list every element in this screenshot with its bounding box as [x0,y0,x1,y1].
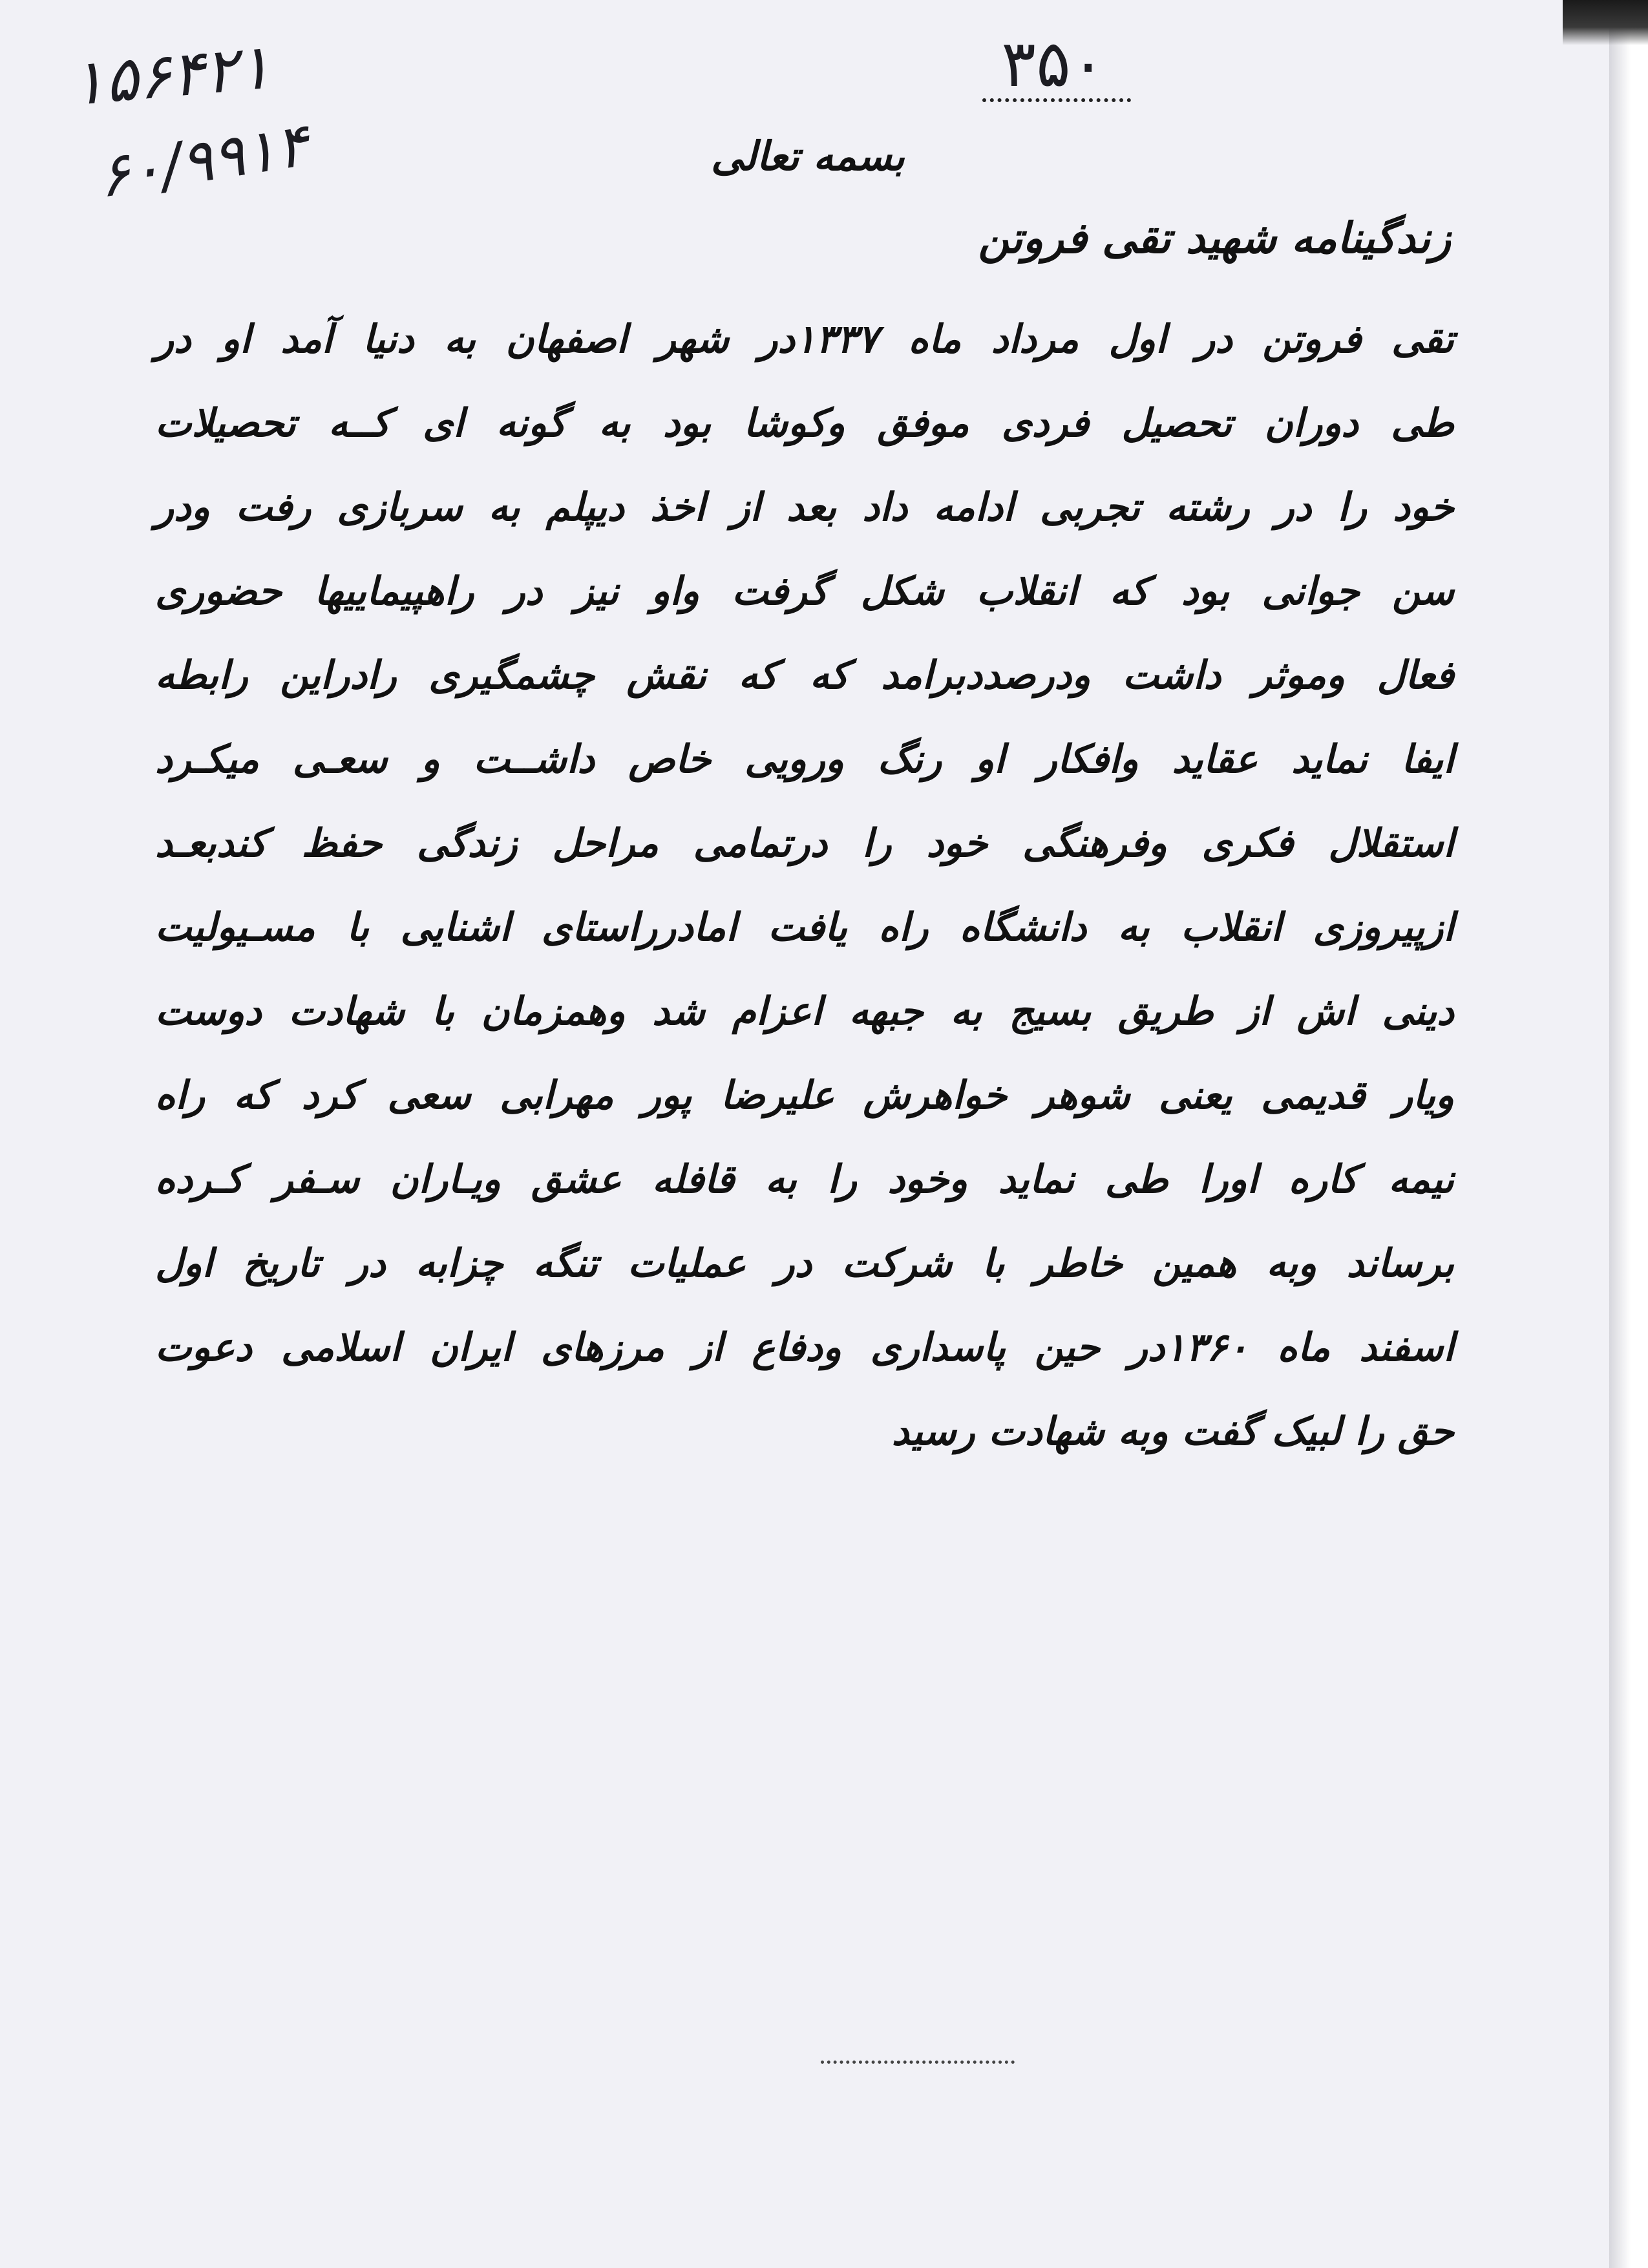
body-line: حق را لبیک گفت وبه شهادت رسید [891,1409,1454,1454]
page-number: ۳۵۰ [1001,26,1106,101]
body-line: اسفند ماه ۱۳۶۰در حین پاسداری ودفاع از مرزهای ایران اسلامی دعوت [155,1325,1454,1370]
body-line: ازپیروزی انقلاب به دانشگاه راه یافت امادرراستای اشنایی با مسـیولیت [155,905,1454,950]
page-number-underline [982,98,1131,102]
invocation-heading: بسمه تعالی [711,132,905,180]
scan-corner-mark [1563,0,1648,45]
body-line: تقی فروتن در اول مرداد ماه ۱۳۳۷در شهر اصفهان به دنیا آمد او در [155,317,1454,362]
body-line: نیمه کاره اورا طی نماید وخود را به قافله عشق ویـاران سـفر کـرده [155,1157,1454,1202]
body-line: فعال وموثر داشت ودرصددبرامد که که نقش چشمگیری رادراین رابطه [155,653,1454,698]
body-line: استقلال فکری وفرهنگی خود را درتمامی مراحل زندگی حفظ کندبعـد [155,821,1454,866]
body-line: ویار قدیمی یعنی شوهر خواهرش علیرضا پور مهرابی سعی کرد که راه [155,1073,1454,1118]
body-line: خود را در رشته تجربی ادامه داد بعد از اخذ دیپلم به سربازی رفت ودر [155,485,1454,530]
biography-text [155,297,1454,1474]
body-line: دینی اش از طریق بسیج به جبهه اعزام شد وهمزمان با شهادت دوست [155,989,1454,1034]
body-line: ایفا نماید عقاید وافکار او رنگ ورویی خاص داشــت و سعـی میکـرد [155,737,1454,782]
bottom-dotted-rule [821,2061,1015,2064]
body-line: طی دوران تحصیل فردی موفق وکوشا بود به گونه ای کــه تحصیلات [155,401,1454,446]
body-line: برساند وبه همین خاطر با شرکت در عملیات تنگه چزابه در تاریخ اول [155,1241,1454,1286]
scan-edge [1609,0,1648,2268]
document-title: زندگینامه شهید تقی فروتن [978,213,1451,263]
body-line: سن جوانی بود که انقلاب شکل گرفت واو نیز در راهپیماییها حضوری [155,569,1454,614]
archive-number-2: ۶۰/۹۹۱۴ [92,110,313,211]
archive-number-1: ۱۵۶۴۲۱ [68,30,274,120]
